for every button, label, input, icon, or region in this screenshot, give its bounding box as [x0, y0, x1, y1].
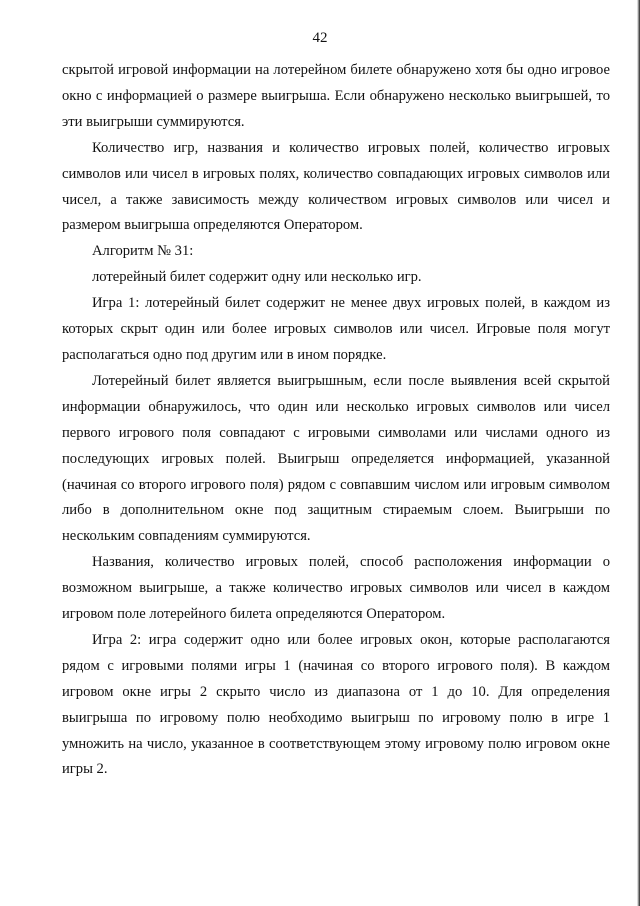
- paragraph-4: лотерейный билет содержит одну или несколько игр.: [92, 269, 422, 286]
- page-number: 42: [312, 30, 328, 46]
- algorithm-heading: Алгоритм № 31:: [92, 243, 194, 260]
- document-body: [62, 58, 610, 783]
- paragraph-winning-ticket: Лотерейный билет является выигрышным, если после выявления всей скрытой информации обнаружилось, что один или несколько игровых символов или чисел первого игрового поля совпадают с игровыми символами или числами одного из последующих игровых полей. Выигрыш определяется информацией, указанной (начиная со второго игрового поля) рядом с совпавшим числом или игровым символом либо в дополнительном окне под защитным стираемым слоем. Выигрыши по нескольким совпадениям суммируются.: [62, 372, 610, 545]
- paragraph-2: Количество игр, названия и количество игровых полей, количество игровых символов или чисел в игровых полях, количество совпадающих игровых символов или чисел, а также зависимость между количеством игровых символов или чисел и размером выигрыша определяются Оператором.: [62, 139, 610, 234]
- paragraph-1: скрытой игровой информации на лотерейном билете обнаружено хотя бы одно игровое окно с информацией о размере выигрыша. Если обнаружено несколько выигрышей, то эти выигрыши суммируются.: [62, 62, 610, 130]
- paragraph-names: Названия, количество игровых полей, способ расположения информации о возможном выигрыше, а также количество игровых символов или чисел в каждом игровом поле лотерейного билета определяются Оператором.: [62, 554, 610, 623]
- paragraph-game-1: Игра 1: лотерейный билет содержит не менее двух игровых полей, в каждом из которых скрыт один или более игровых символов или чисел. Игровые поля могут располагаться одно под другим или в ином порядке.: [62, 295, 610, 363]
- paragraph-game-2: Игра 2: игра содержит одно или более игровых окон, которые располагаются рядом с игровыми полями игры 1 (начиная со второго игрового поля). В каждом игровом окне игры 2 скрыто число из диапазона от 1 до 10. Для определения выигрыша по игровому полю необходимо выигрыш по игровому полю в игре 1 умножить на число, указанное в соответствующем этому игровому полю игровом окне игры 2.: [62, 631, 610, 778]
